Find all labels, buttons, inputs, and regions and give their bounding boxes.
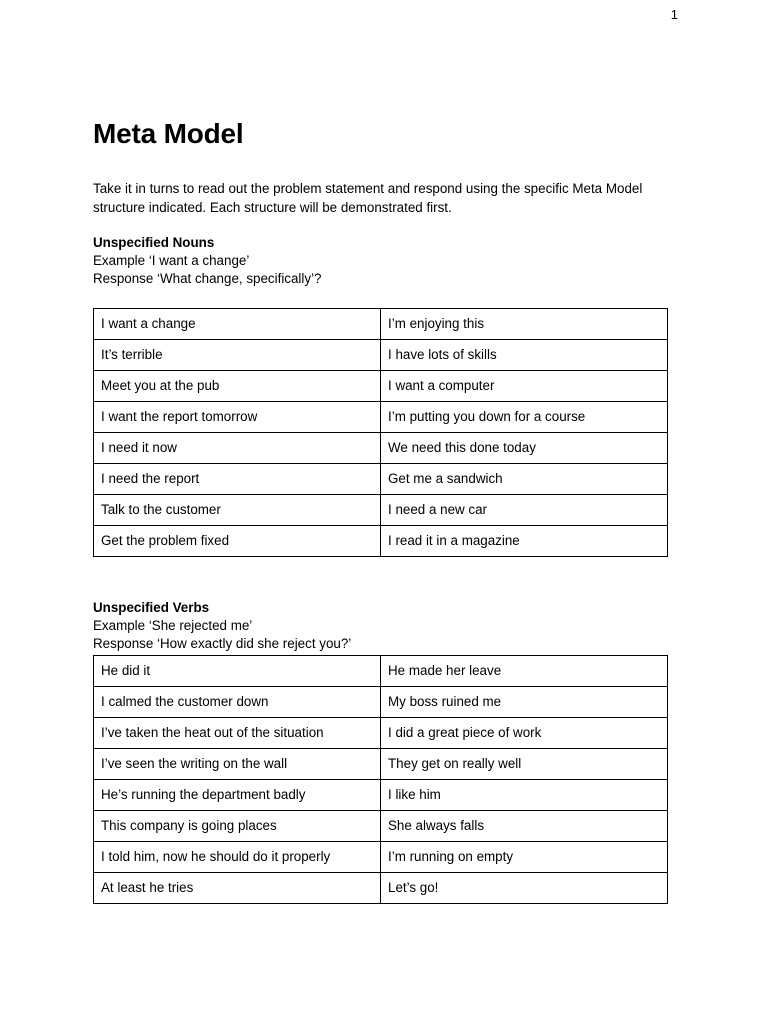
table-row bbox=[94, 464, 668, 495]
table-cell: I’ve seen the writing on the wall bbox=[94, 749, 381, 780]
table-row bbox=[94, 718, 668, 749]
table-row bbox=[94, 749, 668, 780]
table-cell: I’m running on empty bbox=[381, 842, 668, 873]
table-cell: This company is going places bbox=[94, 811, 381, 842]
table-row bbox=[94, 526, 668, 557]
table-row bbox=[94, 811, 668, 842]
table-cell: I like him bbox=[381, 780, 668, 811]
table-cell: He made her leave bbox=[381, 656, 668, 687]
table-cell: We need this done today bbox=[381, 433, 668, 464]
table-row bbox=[94, 842, 668, 873]
table-cell: I told him, now he should do it properly bbox=[94, 842, 381, 873]
section-heading-unspecified-nouns: Unspecified Nouns bbox=[93, 235, 215, 250]
unspecified-nouns-table bbox=[93, 308, 668, 557]
table-cell: I did a great piece of work bbox=[381, 718, 668, 749]
table-cell: I need the report bbox=[94, 464, 381, 495]
table-row bbox=[94, 495, 668, 526]
table-cell: I’m putting you down for a course bbox=[381, 402, 668, 433]
table-cell: I need it now bbox=[94, 433, 381, 464]
table-cell: He’s running the department badly bbox=[94, 780, 381, 811]
table-row bbox=[94, 371, 668, 402]
table-row bbox=[94, 780, 668, 811]
page-title: Meta Model bbox=[93, 118, 244, 149]
table-cell: I calmed the customer down bbox=[94, 687, 381, 718]
table-cell: I have lots of skills bbox=[381, 340, 668, 371]
table-cell: They get on really well bbox=[381, 749, 668, 780]
table-cell: I want a computer bbox=[381, 371, 668, 402]
section-example-unspecified-nouns: Example ‘I want a change’ bbox=[93, 253, 250, 268]
table-row bbox=[94, 309, 668, 340]
table-cell: My boss ruined me bbox=[381, 687, 668, 718]
table-cell: I’m enjoying this bbox=[381, 309, 668, 340]
table-cell: I need a new car bbox=[381, 495, 668, 526]
table-cell: I want a change bbox=[94, 309, 381, 340]
table-row bbox=[94, 656, 668, 687]
intro-paragraph: Take it in turns to read out the problem statement and respond using the specific Meta Model structure indicated. Each structure will be demonstrated first. bbox=[93, 181, 643, 215]
table-cell: She always falls bbox=[381, 811, 668, 842]
section-example-unspecified-verbs: Example ‘She rejected me’ bbox=[93, 618, 253, 633]
section-response-unspecified-verbs: Response ‘How exactly did she reject you?’ bbox=[93, 636, 352, 651]
unspecified-verbs-table bbox=[93, 655, 668, 904]
table-cell: I’ve taken the heat out of the situation bbox=[94, 718, 381, 749]
table-cell: He did it bbox=[94, 656, 381, 687]
table-cell: I want the report tomorrow bbox=[94, 402, 381, 433]
table-row bbox=[94, 687, 668, 718]
section-response-unspecified-nouns: Response ‘What change, specifically’? bbox=[93, 271, 322, 286]
table-cell: Get me a sandwich bbox=[381, 464, 668, 495]
table-row bbox=[94, 402, 668, 433]
table-cell: Meet you at the pub bbox=[94, 371, 381, 402]
table-cell: Talk to the customer bbox=[94, 495, 381, 526]
table-row bbox=[94, 433, 668, 464]
table-cell: Let’s go! bbox=[381, 873, 668, 904]
table-cell: I read it in a magazine bbox=[381, 526, 668, 557]
page-number: 1 bbox=[670, 7, 678, 22]
table-row bbox=[94, 340, 668, 371]
table-row bbox=[94, 873, 668, 904]
table-cell: Get the problem fixed bbox=[94, 526, 381, 557]
table-cell: It’s terrible bbox=[94, 340, 381, 371]
table-cell: At least he tries bbox=[94, 873, 381, 904]
section-heading-unspecified-verbs: Unspecified Verbs bbox=[93, 600, 210, 615]
